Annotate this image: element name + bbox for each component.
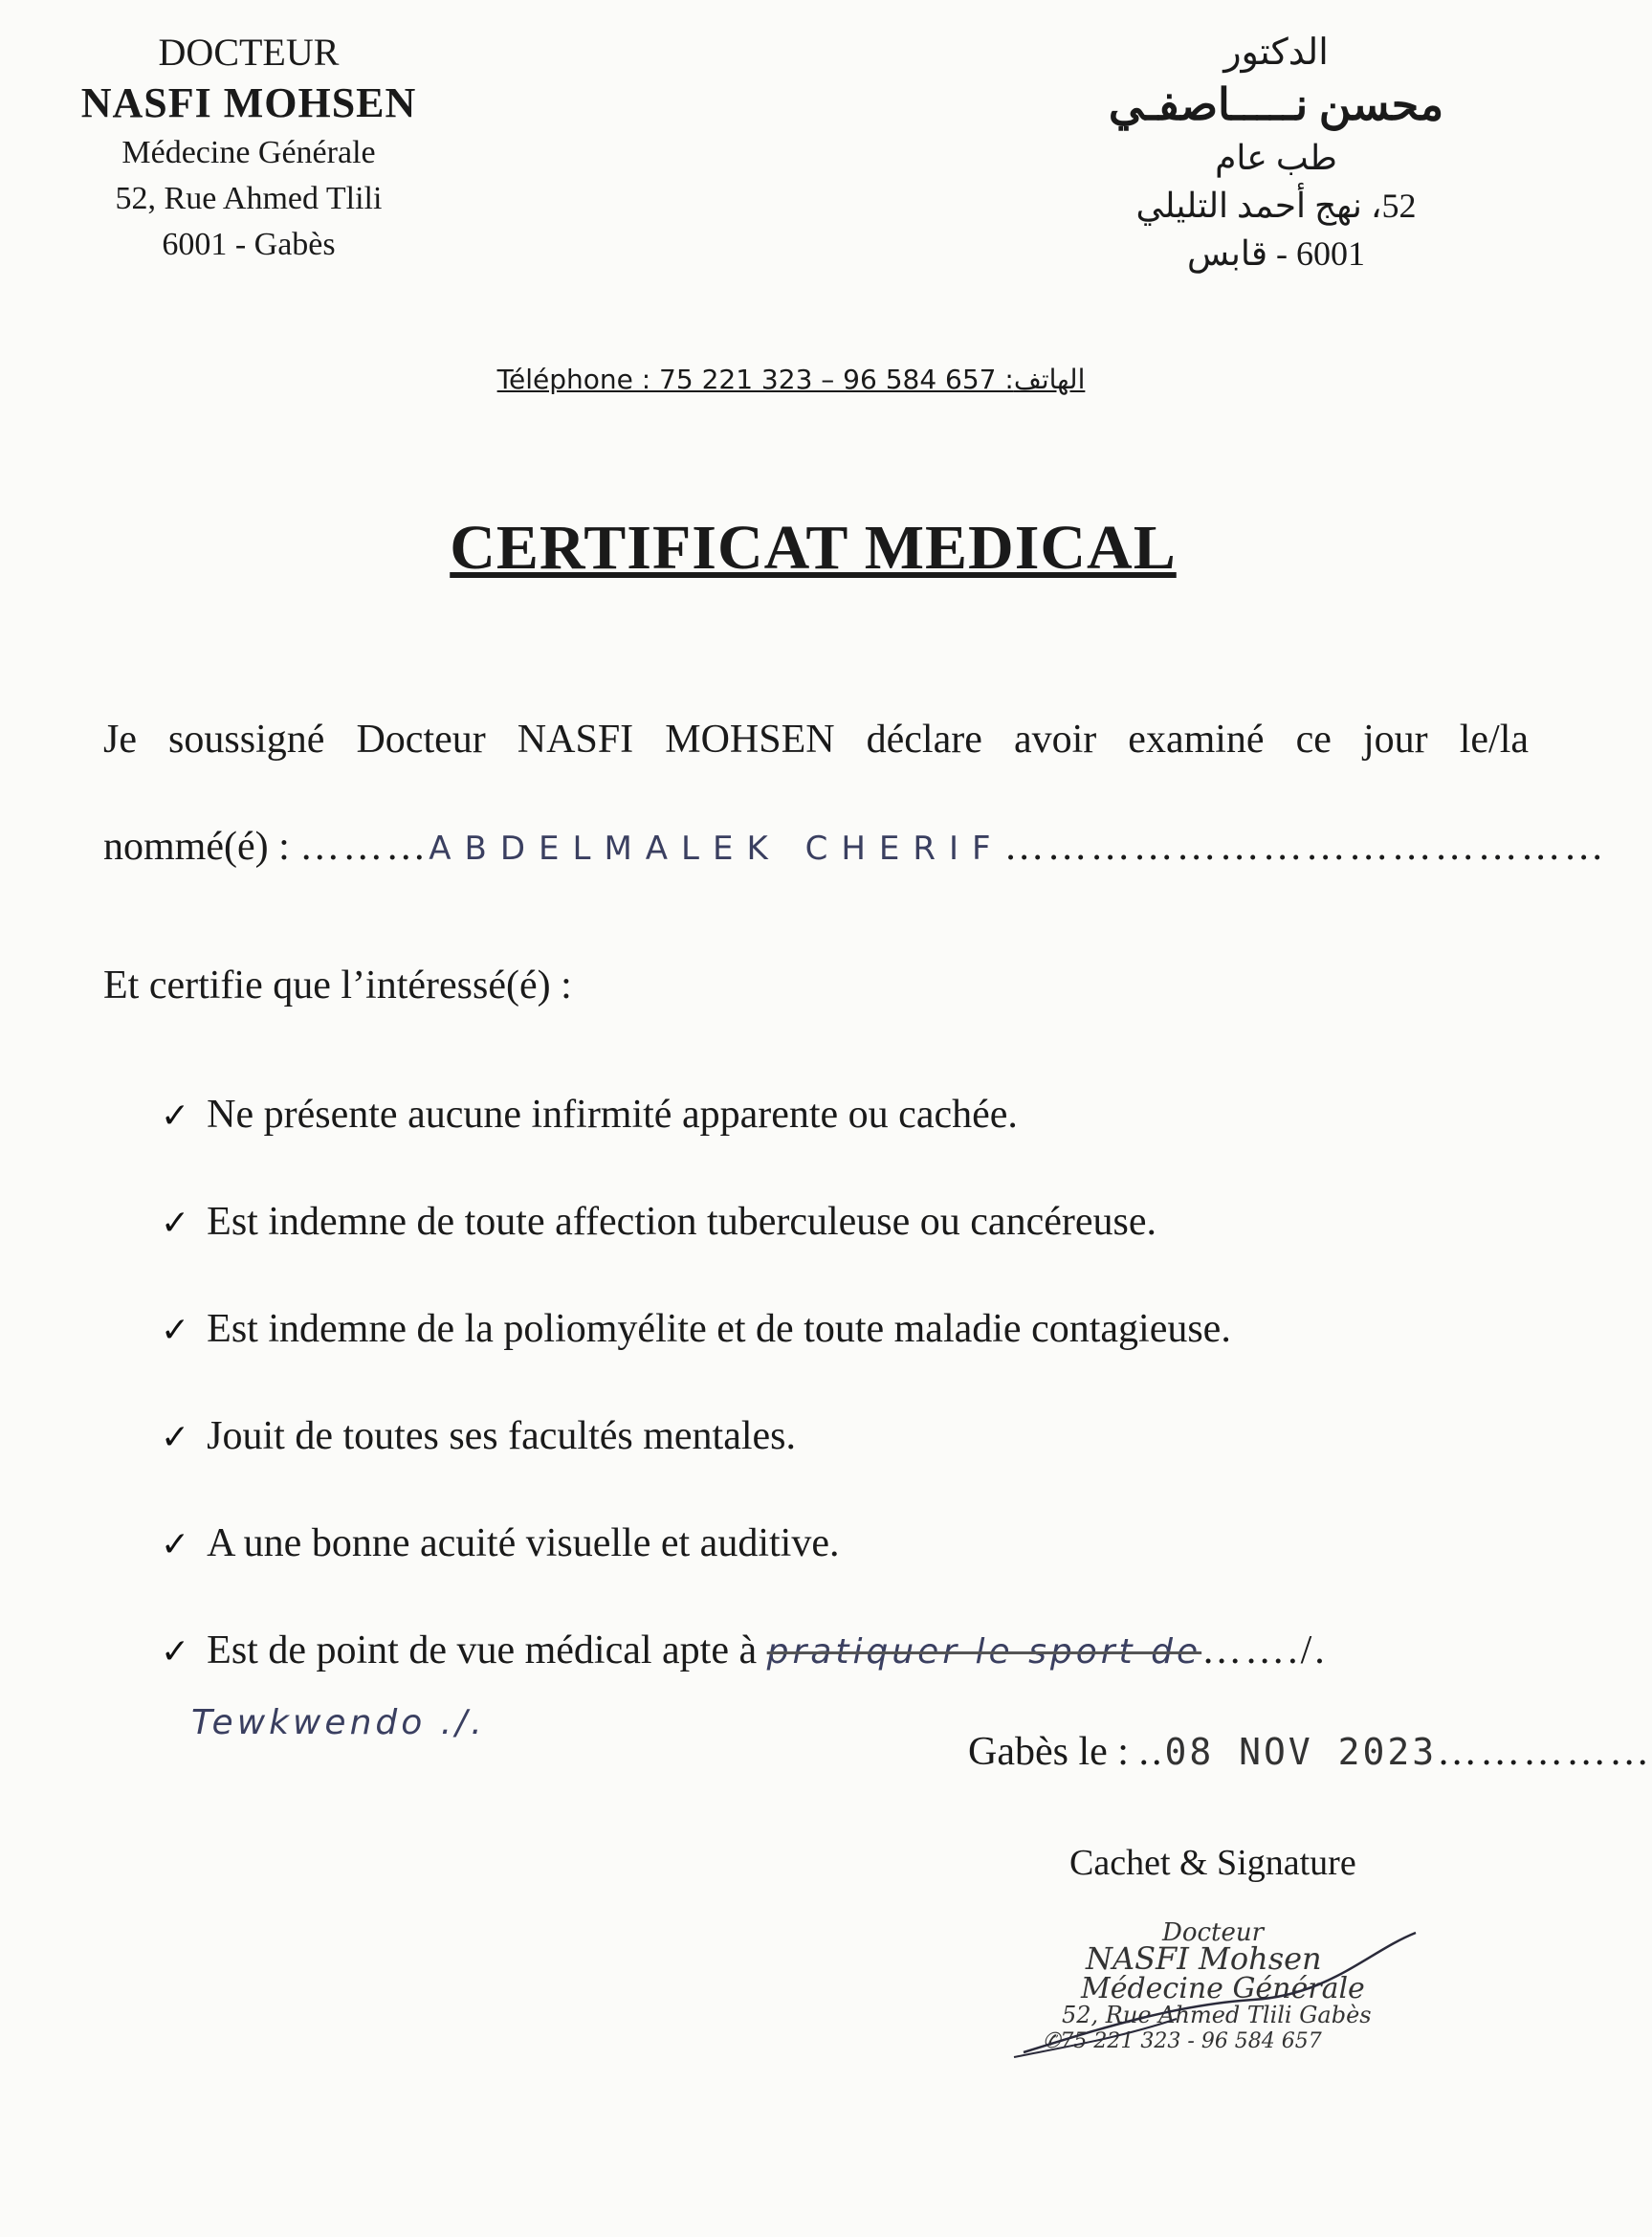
- doctor-address-fr: 52, Rue Ahmed Tlili: [115, 181, 383, 216]
- doctor-city-ar: 6001 - قابس: [1186, 234, 1366, 273]
- list-item: [161, 1198, 1156, 1248]
- list-item: [161, 1519, 839, 1569]
- stamp-line: 52, Rue Ahmed Tlili Gabès: [1062, 2002, 1372, 2028]
- list-item-text: Est de point de vue médical apte à: [207, 1628, 758, 1672]
- check-icon: ✓: [161, 1204, 190, 1243]
- doctor-address-ar: 52، نهج أحمد التليلي: [1135, 187, 1417, 225]
- stamp-line: Médecine Générale: [1081, 1972, 1365, 2005]
- stamp-line: Docteur: [1162, 1918, 1265, 1947]
- list-item: [161, 1627, 1328, 1676]
- doctor-name-fr: NASFI MOHSEN: [80, 79, 417, 126]
- date-stamp: 08 NOV 2023: [1164, 1731, 1438, 1773]
- list-item: [161, 1305, 1231, 1355]
- phone-line: Téléphone : 75 221 323 – 96 584 657 :الهاتف: [496, 364, 1086, 395]
- date-line: [968, 1728, 1652, 1776]
- doctor-header-fr: [57, 29, 440, 268]
- list-item-text: Est indemne de la poliomyélite et de toute maladie contagieuse.: [207, 1307, 1231, 1351]
- dots: ……………………………………: [1003, 825, 1607, 869]
- list-item-text: Ne présente aucune infirmité apparente ou cachée.: [207, 1093, 1018, 1137]
- check-icon: ✓: [161, 1632, 190, 1672]
- check-icon: ✓: [161, 1096, 190, 1136]
- dots: ………: [299, 825, 430, 869]
- list-item-text: A une bonne acuité visuelle et auditive.: [207, 1521, 840, 1565]
- doctor-title-ar: الدكتور: [1223, 33, 1329, 73]
- cachet-signature-label: Cachet & Signature: [1069, 1843, 1356, 1883]
- doctor-specialty-fr: Médecine Générale: [121, 135, 376, 170]
- list-item-text: Jouit de toutes ses facultés mentales.: [207, 1414, 797, 1458]
- sport-handwritten: Tewkwendo ./.: [191, 1703, 486, 1742]
- list-item: [161, 1091, 1018, 1141]
- doctor-title-fr: DOCTEUR: [158, 31, 340, 74]
- patient-name-handwritten: ABDELMALEK CHERIF: [429, 830, 1004, 868]
- dots: ……./.: [1201, 1628, 1328, 1672]
- date-label: Gabès le :: [968, 1730, 1129, 1774]
- dots: ..: [1138, 1730, 1165, 1774]
- stamp-line: NASFI Mohsen: [1086, 1940, 1322, 1977]
- doctor-specialty-ar: طب عام: [1215, 139, 1337, 177]
- intro-paragraph: Je soussigné Docteur NASFI MOHSEN déclare avoir examiné ce jour le/la: [103, 718, 1529, 762]
- certifie-line: Et certifie que l’intéressé(é) :: [103, 963, 572, 1008]
- patient-name-label: nommé(é) :: [103, 825, 290, 869]
- document-title: CERTIFICAT MEDICAL: [450, 513, 1177, 583]
- list-item: [161, 1412, 796, 1462]
- doctor-stamp: [985, 1914, 1425, 2067]
- patient-name-line: [103, 823, 1607, 873]
- check-icon: ✓: [161, 1525, 190, 1564]
- check-icon: ✓: [161, 1311, 190, 1350]
- doctor-city-fr: 6001 - Gabès: [162, 227, 336, 262]
- check-icon: ✓: [161, 1418, 190, 1457]
- dots: ……………: [1437, 1730, 1652, 1774]
- doctor-name-ar: محسن نـــــاصفـي: [1108, 80, 1444, 129]
- list-item-text: Est indemne de toute affection tuberculeuse ou cancéreuse.: [207, 1200, 1156, 1244]
- stamp-graphic: [985, 1914, 1425, 2067]
- apte-handwritten: pratiquer le sport de: [766, 1632, 1202, 1672]
- stamp-line: ✆75 221 323 - 96 584 657: [1043, 2029, 1322, 2053]
- doctor-header-ar: [1075, 29, 1477, 277]
